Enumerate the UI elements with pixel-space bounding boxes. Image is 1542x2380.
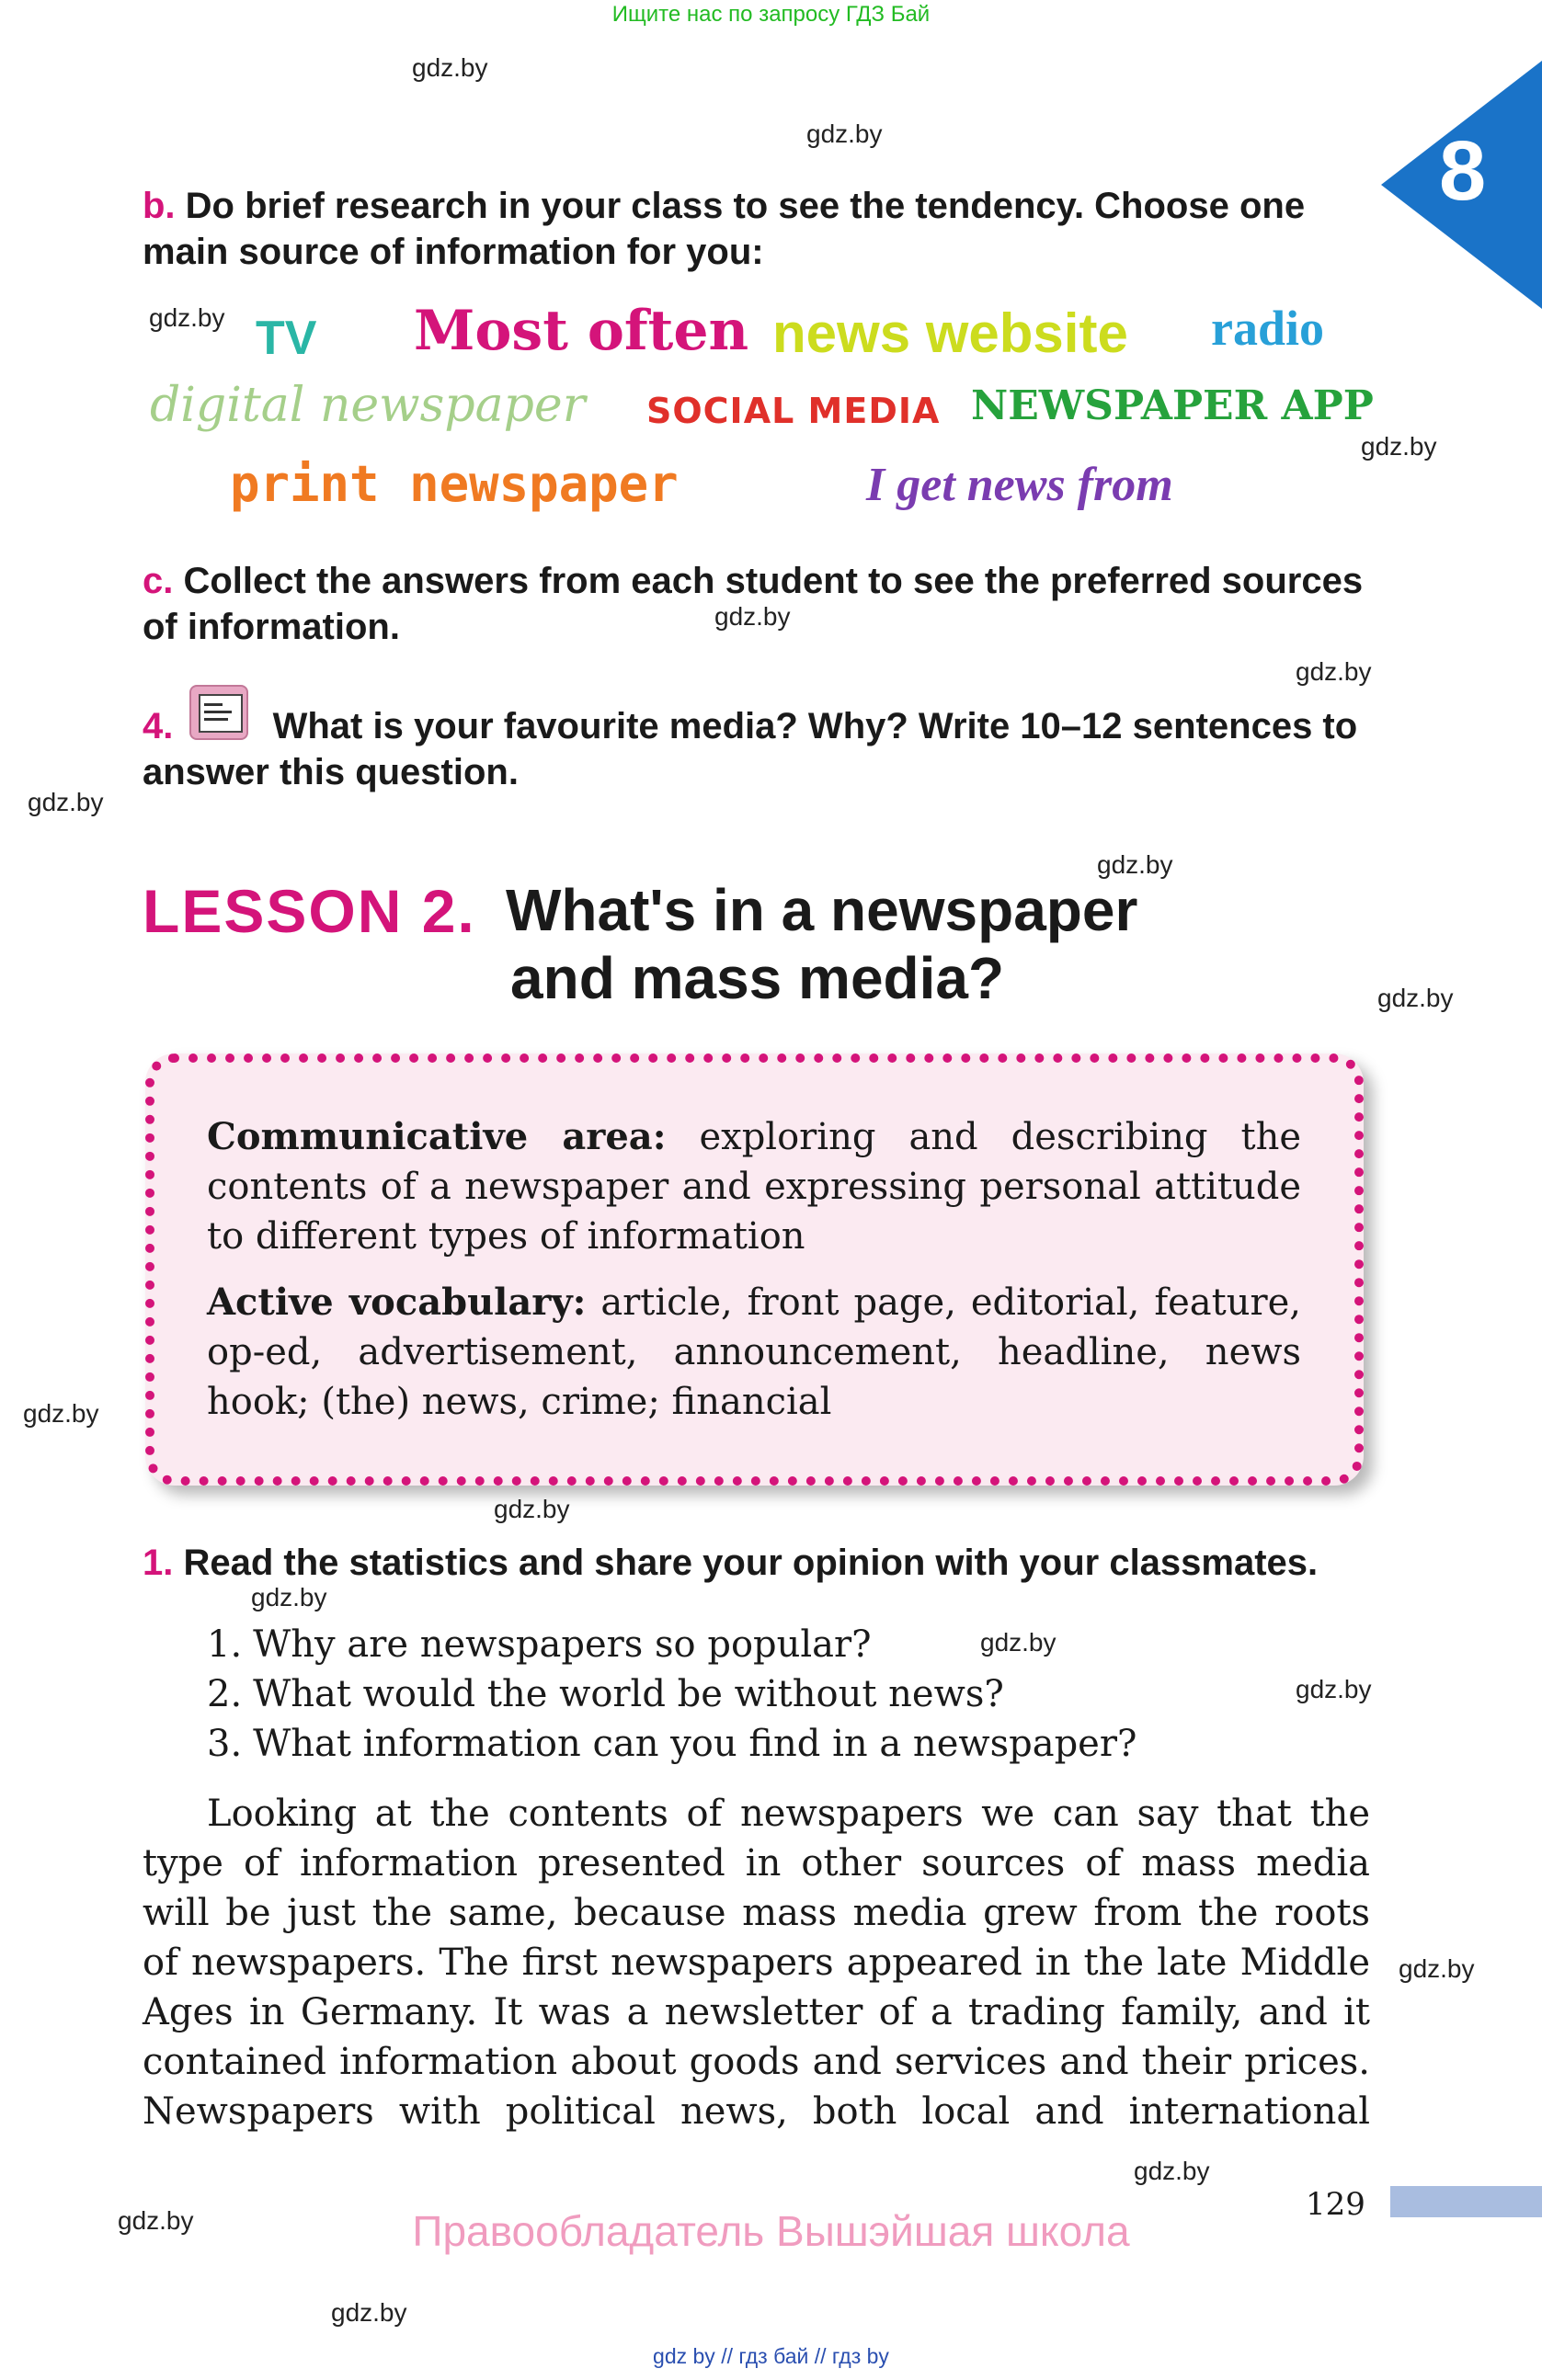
task-c-text: Collect the answers from each student to see the preferred sources of information. xyxy=(143,561,1364,647)
task-b xyxy=(143,183,1370,275)
watermark: gdz.by xyxy=(118,2206,194,2235)
word-tv: TV xyxy=(256,312,317,365)
question-item xyxy=(207,1719,1137,1769)
communicative-area-label: Communicative area: xyxy=(207,1115,667,1158)
task-4-number: 4. xyxy=(143,706,174,746)
task-c-number: c. xyxy=(143,561,174,601)
word-news-website: news website xyxy=(772,302,1128,364)
task-b-number: b. xyxy=(143,186,176,226)
task-c xyxy=(143,558,1370,650)
question-text: What would the world be without news? xyxy=(253,1673,1004,1715)
paragraph-line: will be just the same, because mass media grew from the roots xyxy=(143,1892,1370,1934)
question-number: 1. xyxy=(207,1623,243,1666)
paragraph-line: Ages in Germany. It was a newsletter of a trading family, and it xyxy=(143,1991,1370,2033)
watermark: gdz.by xyxy=(1399,1954,1475,1983)
top-note: Ищите нас по запросу ГДЗ Бай xyxy=(611,2,931,27)
watermark: gdz.by xyxy=(494,1495,570,1523)
active-vocabulary-label: Active vocabulary: xyxy=(207,1281,587,1324)
chapter-number: 8 xyxy=(1439,124,1487,218)
paragraph-line: type of information presented in other sources of mass media xyxy=(143,1842,1370,1885)
watermark: gdz.by xyxy=(23,1399,99,1428)
paragraph-line: contained information about goods and services and their prices. xyxy=(143,2041,1370,2083)
communicative-area xyxy=(207,1112,1301,1261)
lesson-title xyxy=(506,876,1137,1012)
task-4 xyxy=(143,703,1370,795)
lesson-title-line2: and mass media? xyxy=(510,945,1005,1011)
lesson-title-line1: What's in a newspaper xyxy=(506,877,1138,943)
page-number: 129 xyxy=(1306,2186,1365,2223)
paragraph-line: of newspapers. The first newspapers appeared in the late Middle xyxy=(143,1942,1370,1984)
task-1-text: Read the statistics and share your opinion with your classmates. xyxy=(183,1543,1319,1583)
question-number: 3. xyxy=(207,1723,243,1765)
word-social-media: SOCIAL MEDIA xyxy=(646,391,941,431)
word-radio: radio xyxy=(1211,301,1325,356)
watermark: gdz.by xyxy=(980,1628,1057,1657)
watermark: gdz.by xyxy=(1296,657,1372,686)
active-vocabulary xyxy=(207,1278,1301,1427)
watermark: gdz.by xyxy=(331,2298,407,2327)
watermark: gdz.by xyxy=(149,303,225,332)
word-digital-newspaper: digital newspaper xyxy=(150,378,586,433)
lesson-label: LESSON 2. xyxy=(143,877,476,945)
watermark: gdz.by xyxy=(28,788,104,816)
question-text: What information can you find in a newspaper? xyxy=(253,1723,1137,1765)
paragraph-line: Newspapers with political news, both local and international xyxy=(143,2090,1370,2133)
watermark: gdz.by xyxy=(1361,432,1437,461)
watermark: gdz.by xyxy=(714,602,791,631)
task-4-text: What is your favourite media? Why? Write 10–12 sentences to answer this question. xyxy=(143,706,1358,792)
word-most-often: Most often xyxy=(414,299,749,363)
bottom-note: gdz by // гдз бай // гдз by xyxy=(653,2344,889,2368)
word-i-get-news-from: I get news from xyxy=(866,459,1173,511)
watermark: gdz.by xyxy=(412,53,488,82)
task-1 xyxy=(143,1540,1370,1586)
word-newspaper-app: NEWSPAPER APP xyxy=(971,382,1374,429)
watermark: gdz.by xyxy=(1377,984,1454,1012)
communicative-area-text: exploring and describing the contents of a newspaper and expressing personal attitude to different types of information xyxy=(207,1116,1302,1258)
copyright-notice: Правообладатель Вышэйшая школа xyxy=(412,2207,1130,2255)
task-b-text: Do brief research in your class to see the tendency. Choose one main source of information for you: xyxy=(143,186,1306,272)
watermark: gdz.by xyxy=(806,120,883,148)
paragraph-line: Looking at the contents of newspapers we can say that the xyxy=(207,1793,1370,1835)
task-1-number: 1. xyxy=(143,1543,174,1583)
question-item xyxy=(207,1669,1004,1719)
question-item xyxy=(207,1620,872,1669)
word-print-newspaper: print newspaper xyxy=(230,455,679,513)
body-paragraph xyxy=(143,1789,1370,2136)
watermark: gdz.by xyxy=(251,1583,327,1611)
question-number: 2. xyxy=(207,1673,243,1715)
watermark: gdz.by xyxy=(1097,850,1173,879)
question-text: Why are newspapers so popular? xyxy=(253,1623,872,1666)
watermark: gdz.by xyxy=(1296,1675,1372,1703)
watermark: gdz.by xyxy=(1134,2157,1210,2185)
active-vocabulary-text: article, front page, editorial, feature, op-ed, advertisement, announcement, headline, news hook; (the) news, crime; financial xyxy=(207,1281,1301,1423)
